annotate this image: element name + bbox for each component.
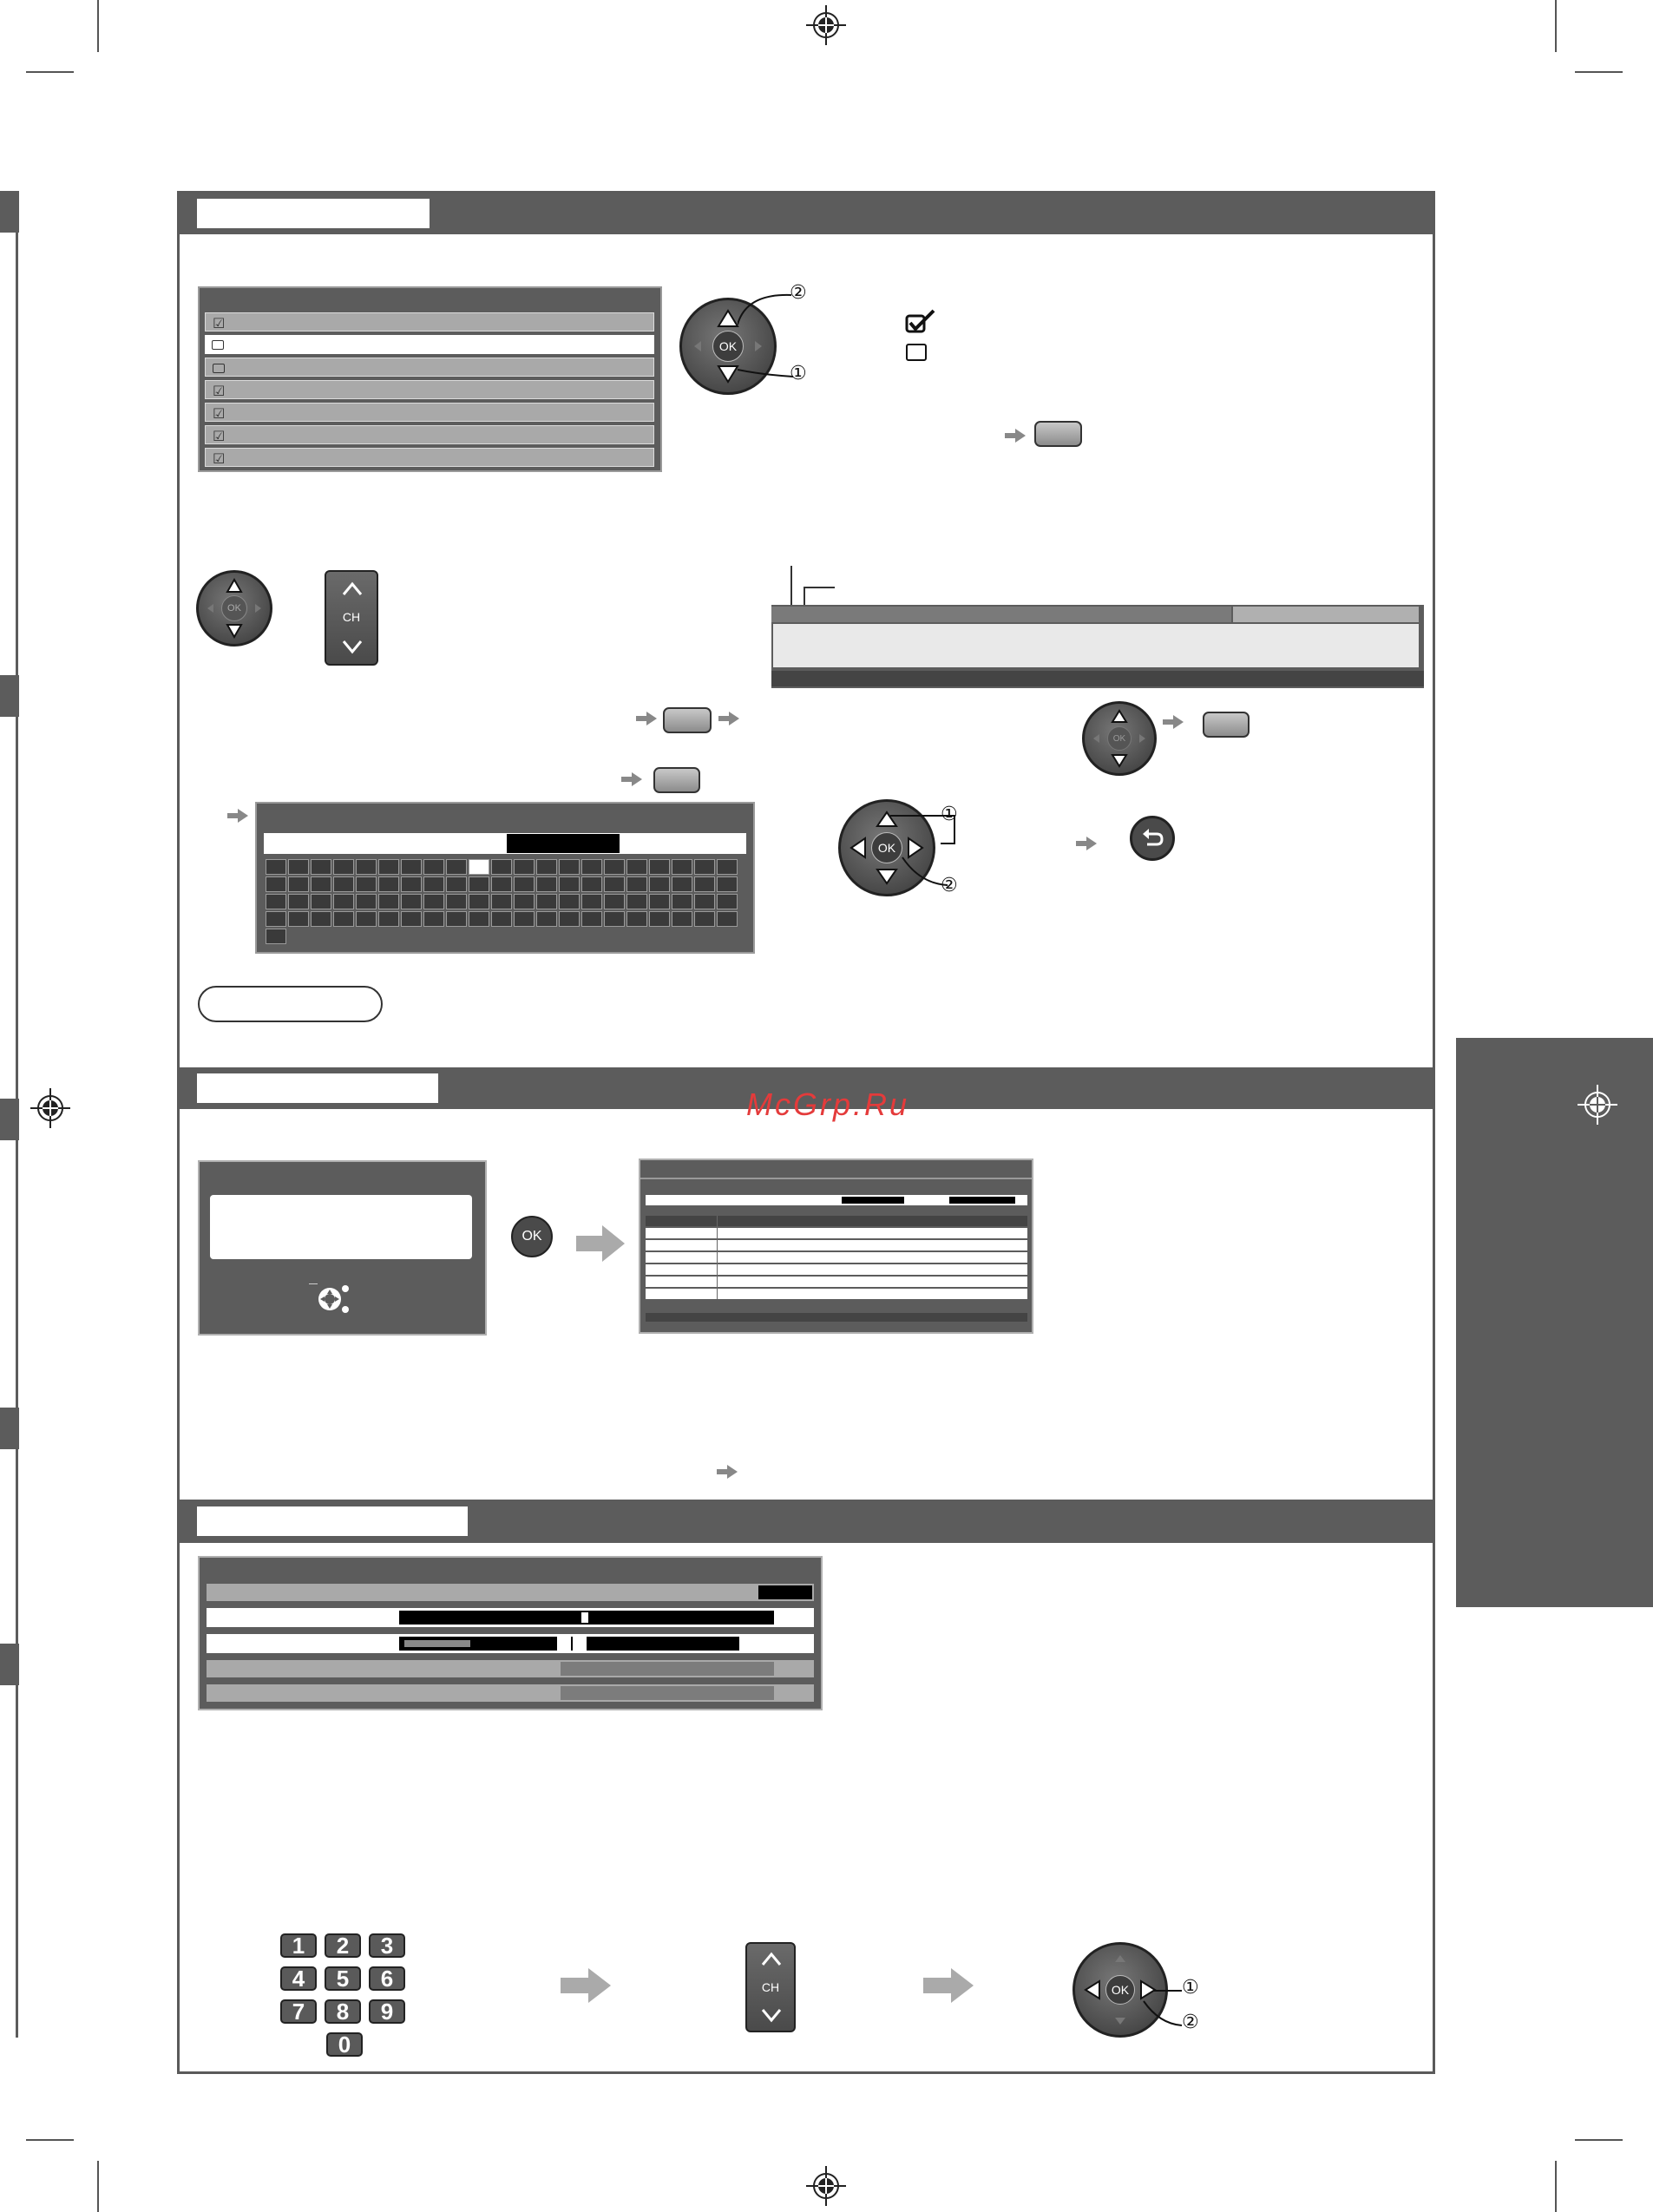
character-key[interactable] <box>356 894 377 909</box>
number-key-9[interactable]: 9 <box>369 1999 405 2024</box>
character-key[interactable] <box>446 894 467 909</box>
character-key[interactable] <box>378 876 399 892</box>
character-key[interactable] <box>559 876 580 892</box>
list-row-selected[interactable] <box>205 335 654 354</box>
arrow-right-icon <box>621 772 642 786</box>
character-key[interactable] <box>333 911 354 927</box>
character-key[interactable] <box>717 876 738 892</box>
character-key[interactable] <box>581 894 602 909</box>
crop-mark <box>26 71 74 73</box>
name-input-cursor <box>507 834 620 853</box>
channel-list-screen <box>198 286 662 472</box>
crop-mark <box>1555 0 1557 52</box>
character-key[interactable] <box>333 859 354 875</box>
arrow-right-icon <box>1163 715 1184 729</box>
arrow-right-icon <box>1005 429 1026 443</box>
number-key-2[interactable]: 2 <box>325 1933 361 1958</box>
character-key[interactable] <box>266 894 286 909</box>
ch-label: CH <box>761 1980 780 1994</box>
arrow-right-icon <box>718 712 739 725</box>
character-key[interactable] <box>288 859 309 875</box>
character-key[interactable] <box>694 894 715 909</box>
character-key[interactable] <box>604 876 625 892</box>
number-key-6[interactable]: 6 <box>369 1966 405 1991</box>
character-key[interactable] <box>356 859 377 875</box>
character-key[interactable] <box>626 876 647 892</box>
callout-line <box>790 566 792 606</box>
character-key[interactable] <box>672 876 692 892</box>
crop-mark <box>1575 2139 1623 2141</box>
info-banner-screen <box>771 605 1424 688</box>
arrow-right-icon <box>227 809 248 823</box>
character-key[interactable] <box>536 894 557 909</box>
channel-rocker-icon <box>325 570 378 666</box>
character-entry-screen <box>255 802 755 954</box>
edge-tab <box>0 1099 19 1140</box>
character-key[interactable] <box>423 911 444 927</box>
character-key[interactable] <box>333 894 354 909</box>
ch-label: CH <box>342 610 361 624</box>
number-key-0[interactable]: 0 <box>326 2032 363 2057</box>
character-key[interactable] <box>717 894 738 909</box>
character-key[interactable] <box>694 876 715 892</box>
character-key[interactable] <box>559 859 580 875</box>
arrow-right-icon <box>636 712 657 725</box>
number-key-4[interactable]: 4 <box>280 1966 317 1991</box>
character-key[interactable] <box>672 911 692 927</box>
character-key[interactable] <box>423 894 444 909</box>
edge-tab <box>0 1408 19 1449</box>
character-key[interactable] <box>672 859 692 875</box>
character-key[interactable] <box>649 859 670 875</box>
crop-mark <box>97 0 99 52</box>
option-button[interactable] <box>663 707 712 733</box>
table-row[interactable] <box>646 1252 1027 1263</box>
checkbox-checked-icon <box>905 309 936 337</box>
character-grid <box>266 859 748 953</box>
table-row[interactable] <box>646 1264 1027 1275</box>
registration-mark-icon <box>806 5 846 45</box>
character-key[interactable] <box>604 911 625 927</box>
character-key[interactable] <box>536 859 557 875</box>
character-key[interactable] <box>311 911 331 927</box>
page-frame <box>177 191 1435 2074</box>
ok-button: OK <box>1105 1975 1135 2005</box>
number-key-7[interactable]: 7 <box>280 1999 317 2024</box>
character-key[interactable] <box>649 911 670 927</box>
colour-button[interactable] <box>1203 712 1250 738</box>
marker-lines <box>1137 1979 1189 2031</box>
section-header-label <box>197 1073 438 1103</box>
navigation-pad-icon <box>196 570 272 647</box>
checkbox-empty-icon <box>213 364 225 373</box>
step-marker-1: ① <box>1182 1977 1199 1999</box>
character-key[interactable] <box>333 876 354 892</box>
section-header-bar <box>180 194 1433 234</box>
section-header-label <box>197 199 430 228</box>
character-key[interactable] <box>423 859 444 875</box>
character-key[interactable] <box>266 876 286 892</box>
character-key[interactable] <box>356 876 377 892</box>
note-label-box <box>198 986 383 1022</box>
dialog-screen <box>198 1160 487 1336</box>
character-key[interactable] <box>469 911 489 927</box>
arrow-right-icon <box>1076 837 1097 850</box>
crop-mark <box>97 2161 99 2212</box>
character-key[interactable] <box>288 911 309 927</box>
table-row[interactable] <box>646 1240 1027 1250</box>
character-key[interactable] <box>378 859 399 875</box>
side-index-tab <box>1456 1038 1653 1607</box>
checkbox-checked-icon: ☑ <box>213 428 226 444</box>
character-key[interactable] <box>378 911 399 927</box>
character-key[interactable] <box>514 894 535 909</box>
number-key-1[interactable]: 1 <box>280 1933 317 1958</box>
channel-rocker-icon <box>745 1942 796 2032</box>
character-key[interactable] <box>401 894 422 909</box>
edge-tab <box>0 1644 19 1685</box>
callout-line <box>804 587 805 606</box>
character-key[interactable] <box>491 911 512 927</box>
character-key[interactable] <box>626 894 647 909</box>
step-marker-1: ① <box>941 804 958 825</box>
character-key[interactable] <box>514 859 535 875</box>
number-key-5[interactable]: 5 <box>325 1966 361 1991</box>
crop-mark <box>26 2139 74 2141</box>
character-key[interactable] <box>266 929 286 944</box>
character-key[interactable] <box>536 876 557 892</box>
checkbox-checked-icon: ☑ <box>213 405 226 422</box>
checkbox-checked-icon: ☑ <box>213 383 226 399</box>
arrow-right-icon <box>576 1225 625 1262</box>
character-key[interactable] <box>446 876 467 892</box>
character-key[interactable] <box>446 859 467 875</box>
list-row[interactable] <box>205 448 654 467</box>
character-key[interactable] <box>469 894 489 909</box>
return-button[interactable] <box>1130 816 1175 861</box>
character-key[interactable] <box>717 911 738 927</box>
ok-button: OK <box>221 595 247 621</box>
callout-line <box>804 587 835 588</box>
list-row[interactable] <box>205 425 654 444</box>
table-row[interactable] <box>646 1277 1027 1287</box>
character-key[interactable] <box>311 876 331 892</box>
manual-tuning-screen <box>198 1556 823 1710</box>
character-key[interactable] <box>311 859 331 875</box>
step-marker-2: ② <box>790 282 807 304</box>
character-key[interactable] <box>694 911 715 927</box>
character-key[interactable] <box>288 894 309 909</box>
step-marker-2: ② <box>1182 2012 1199 2033</box>
character-key[interactable] <box>581 859 602 875</box>
list-row[interactable] <box>205 312 654 331</box>
ok-button: OK <box>712 331 744 362</box>
arrow-right-icon <box>561 1968 611 2003</box>
ok-button[interactable]: OK <box>511 1216 553 1257</box>
registration-mark-icon <box>1578 1085 1617 1125</box>
character-key[interactable] <box>266 859 286 875</box>
list-row[interactable] <box>205 380 654 399</box>
character-key[interactable] <box>581 876 602 892</box>
name-input[interactable] <box>264 833 746 854</box>
character-key[interactable] <box>514 876 535 892</box>
number-key-8[interactable]: 8 <box>325 1999 361 2024</box>
crop-mark <box>1575 71 1623 73</box>
navigation-pad-icon <box>316 1282 351 1316</box>
character-key[interactable] <box>401 911 422 927</box>
crop-mark <box>1555 2161 1557 2212</box>
character-key[interactable] <box>626 859 647 875</box>
character-key[interactable] <box>559 894 580 909</box>
navigation-pad-icon <box>1082 701 1157 776</box>
character-key[interactable] <box>401 876 422 892</box>
step-marker-2: ② <box>941 875 958 896</box>
list-table-screen <box>639 1159 1033 1334</box>
character-key[interactable] <box>491 894 512 909</box>
character-key[interactable] <box>288 876 309 892</box>
character-key[interactable] <box>604 894 625 909</box>
section-header-bar <box>180 1500 1433 1543</box>
character-key[interactable] <box>514 911 535 927</box>
character-key[interactable] <box>491 876 512 892</box>
watermark: McGrp.Ru <box>746 1086 910 1122</box>
character-key[interactable] <box>356 911 377 927</box>
character-key[interactable] <box>672 894 692 909</box>
character-key[interactable] <box>626 911 647 927</box>
slider-handle[interactable] <box>581 1612 588 1623</box>
checkbox-checked-icon: ☑ <box>213 315 226 331</box>
character-key[interactable] <box>717 859 738 875</box>
character-key[interactable] <box>604 859 625 875</box>
section-header-label <box>197 1506 468 1536</box>
edge-tab <box>0 675 19 717</box>
list-row[interactable] <box>205 403 654 422</box>
arrow-right-icon <box>923 1968 974 2003</box>
character-key[interactable] <box>649 876 670 892</box>
character-key[interactable] <box>311 894 331 909</box>
character-key[interactable] <box>649 894 670 909</box>
return-icon <box>1139 825 1165 851</box>
character-key[interactable] <box>536 911 557 927</box>
menu-button[interactable] <box>1034 421 1082 447</box>
character-key[interactable] <box>401 859 422 875</box>
character-key[interactable] <box>559 911 580 927</box>
character-key[interactable] <box>266 911 286 927</box>
character-key[interactable] <box>581 911 602 927</box>
checkbox-checked-icon: ☑ <box>213 450 226 467</box>
arrow-right-icon <box>717 1465 738 1479</box>
number-key-3[interactable]: 3 <box>369 1933 405 1958</box>
colour-button[interactable] <box>653 767 700 793</box>
character-key[interactable] <box>378 894 399 909</box>
step-marker-1: ① <box>790 363 807 384</box>
character-key[interactable] <box>469 859 489 875</box>
checkbox-empty-icon <box>906 344 927 361</box>
list-row[interactable] <box>205 358 654 377</box>
character-key[interactable] <box>469 876 489 892</box>
registration-mark-icon <box>30 1088 70 1128</box>
dialog-message-box <box>210 1195 472 1259</box>
table-row[interactable] <box>646 1228 1027 1238</box>
table-row[interactable] <box>646 1289 1027 1299</box>
character-key[interactable] <box>491 859 512 875</box>
ok-button: OK <box>1107 726 1132 751</box>
registration-mark-icon <box>806 2166 846 2206</box>
edge-tab <box>0 191 19 233</box>
checkbox-empty-icon <box>212 340 224 350</box>
character-key[interactable] <box>694 859 715 875</box>
character-key[interactable] <box>446 911 467 927</box>
character-key[interactable] <box>423 876 444 892</box>
ok-button: OK <box>871 832 902 863</box>
